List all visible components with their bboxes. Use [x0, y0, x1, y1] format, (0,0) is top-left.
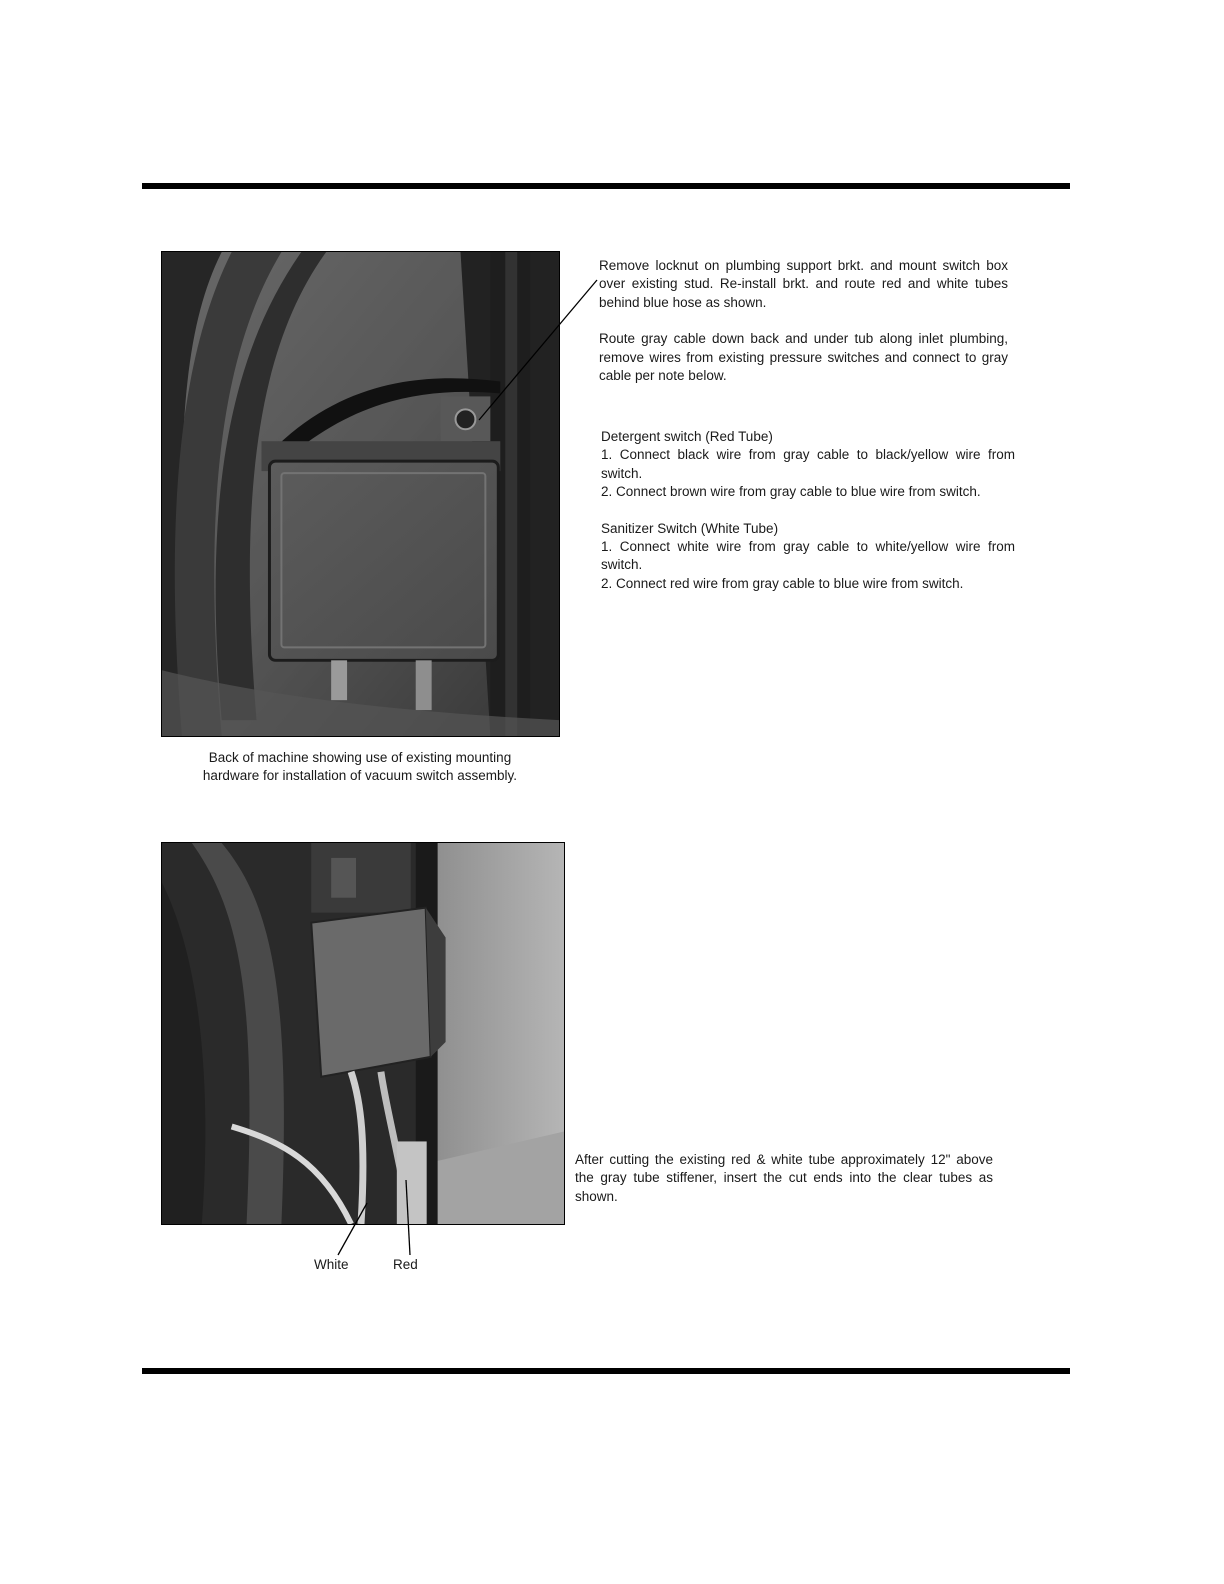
- bottom-rule: [142, 1368, 1070, 1374]
- wiring-step: 2. Connect brown wire from gray cable to blue wire from switch.: [601, 484, 981, 500]
- instruction-paragraph: Route gray cable down back and under tub along inlet plumbing, remove wires from existing pressure switches and connect to gray cable per note below.: [599, 331, 1008, 384]
- tube-cutting-instruction: [575, 1151, 993, 1206]
- wiring-step: 1. Connect white wire from gray cable to white/yellow wire from switch.: [601, 539, 1015, 573]
- caption-line: Back of machine showing use of existing mounting: [208, 750, 512, 765]
- wiring-step: 2. Connect red wire from gray cable to blue wire from switch.: [601, 575, 964, 591]
- sanitizer-switch-notes: [601, 520, 1015, 594]
- red-tube-label: Red: [393, 1257, 418, 1272]
- detergent-heading: Detergent switch (Red Tube): [601, 429, 773, 444]
- wiring-step: 1. Connect black wire from gray cable to black/yellow wire from switch.: [601, 447, 1015, 481]
- instruction-paragraph: Remove locknut on plumbing support brkt. and mount switch box over existing stud. Re-install brkt. and route red and white tubes behind blue hose as shown.: [599, 258, 1008, 310]
- caption-line: hardware for installation of vacuum switch assembly.: [202, 768, 518, 783]
- wiring-notes: [601, 428, 1015, 593]
- photo-caption: [165, 749, 555, 785]
- photo-tube-connections: [161, 842, 565, 1225]
- photo-switch-box-mounting: [161, 251, 560, 737]
- mounting-instructions: [599, 257, 1008, 385]
- sanitizer-heading: Sanitizer Switch (White Tube): [601, 520, 779, 536]
- white-tube-label: White: [314, 1257, 349, 1272]
- detergent-switch-notes: [601, 428, 1015, 502]
- instruction-paragraph: After cutting the existing red & white tube approximately 12" above the gray tube stiffener, insert the cut ends into the clear tubes as shown.: [575, 1152, 993, 1204]
- top-rule: [142, 183, 1070, 189]
